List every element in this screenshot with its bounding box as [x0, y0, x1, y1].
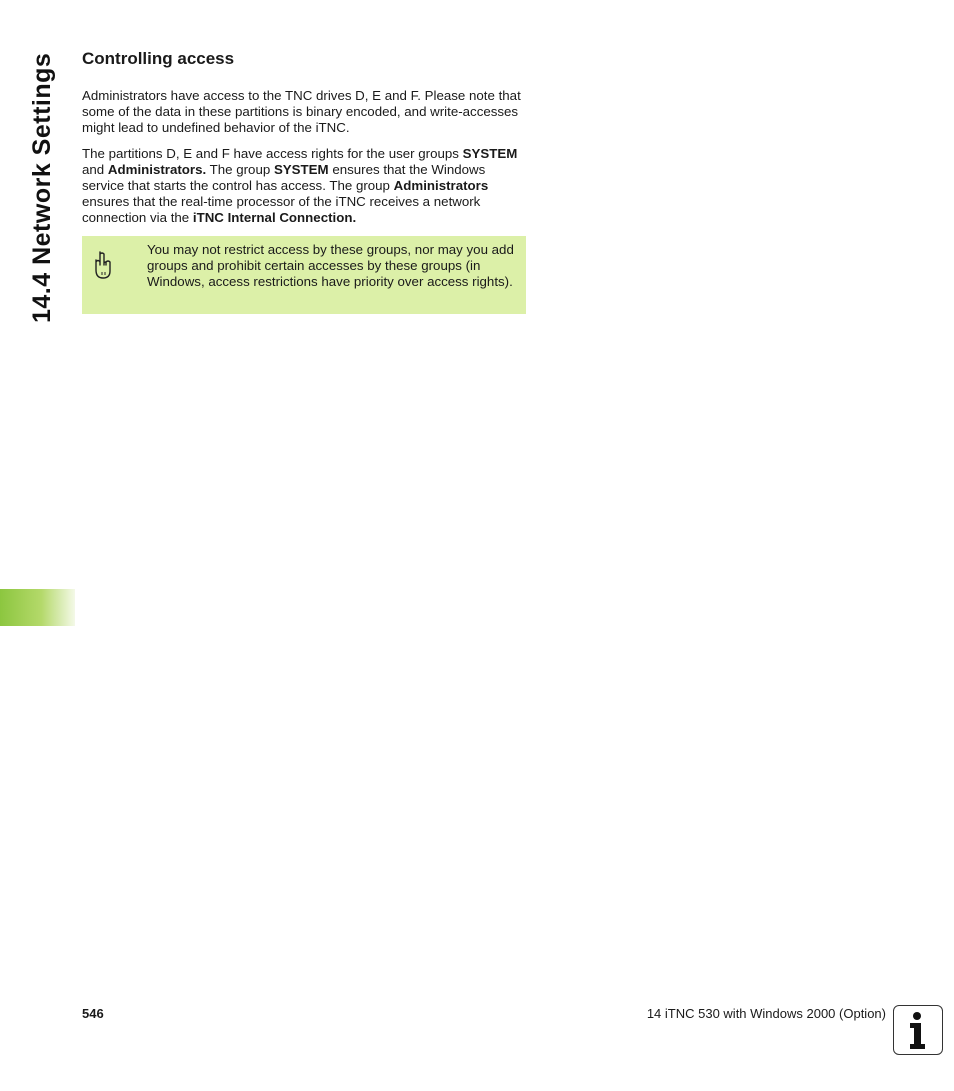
section-heading: Controlling access [82, 49, 235, 68]
note-text: You may not restrict access by these groups, nor may you add groups and prohibit certain accesses by these groups (in Windows, access restrictions have priority over access rights). [147, 242, 514, 289]
chapter-side-tab [0, 589, 75, 626]
paragraph-access-rights: The partitions D, E and F have access rights for the user groups SYSTEM and Administrators. The group SYSTEM ensures that the Windows service that starts the control has access. The group Administrators ensures that the real-time processor of the iTNC receives a network connection via the iTNC Internal Connection. [82, 146, 518, 225]
footer-chapter-title: 14 iTNC 530 with Windows 2000 (Option) [646, 1006, 886, 1021]
page-number: 546 [82, 1006, 104, 1021]
chapter-side-title: 14.4 Network Settings [28, 52, 56, 323]
pointing-hand-icon [91, 250, 115, 280]
info-icon [893, 1005, 943, 1055]
note-box [82, 236, 526, 314]
paragraph-drive-access: Administrators have access to the TNC drives D, E and F. Please note that some of the data in these partitions is binary encoded, and write-accesses might lead to undefined behavior of the iTNC. [82, 88, 521, 135]
content-area [82, 48, 528, 314]
